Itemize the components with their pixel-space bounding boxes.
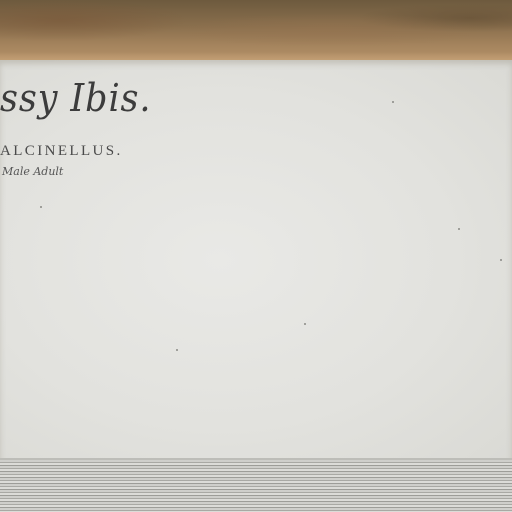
page-stack [0,460,512,512]
plate-caption: Male Adult [2,165,64,178]
paper-speck [176,349,178,351]
plate-paper [0,60,512,462]
latin-name: ALCINELLUS. [0,143,123,159]
paper-speck [392,101,394,103]
paper-speck [304,323,306,325]
paper-speck [500,259,502,261]
paper-speck [458,228,460,230]
paper-speck [40,206,42,208]
plate-title: ssy Ibis. [0,76,152,120]
